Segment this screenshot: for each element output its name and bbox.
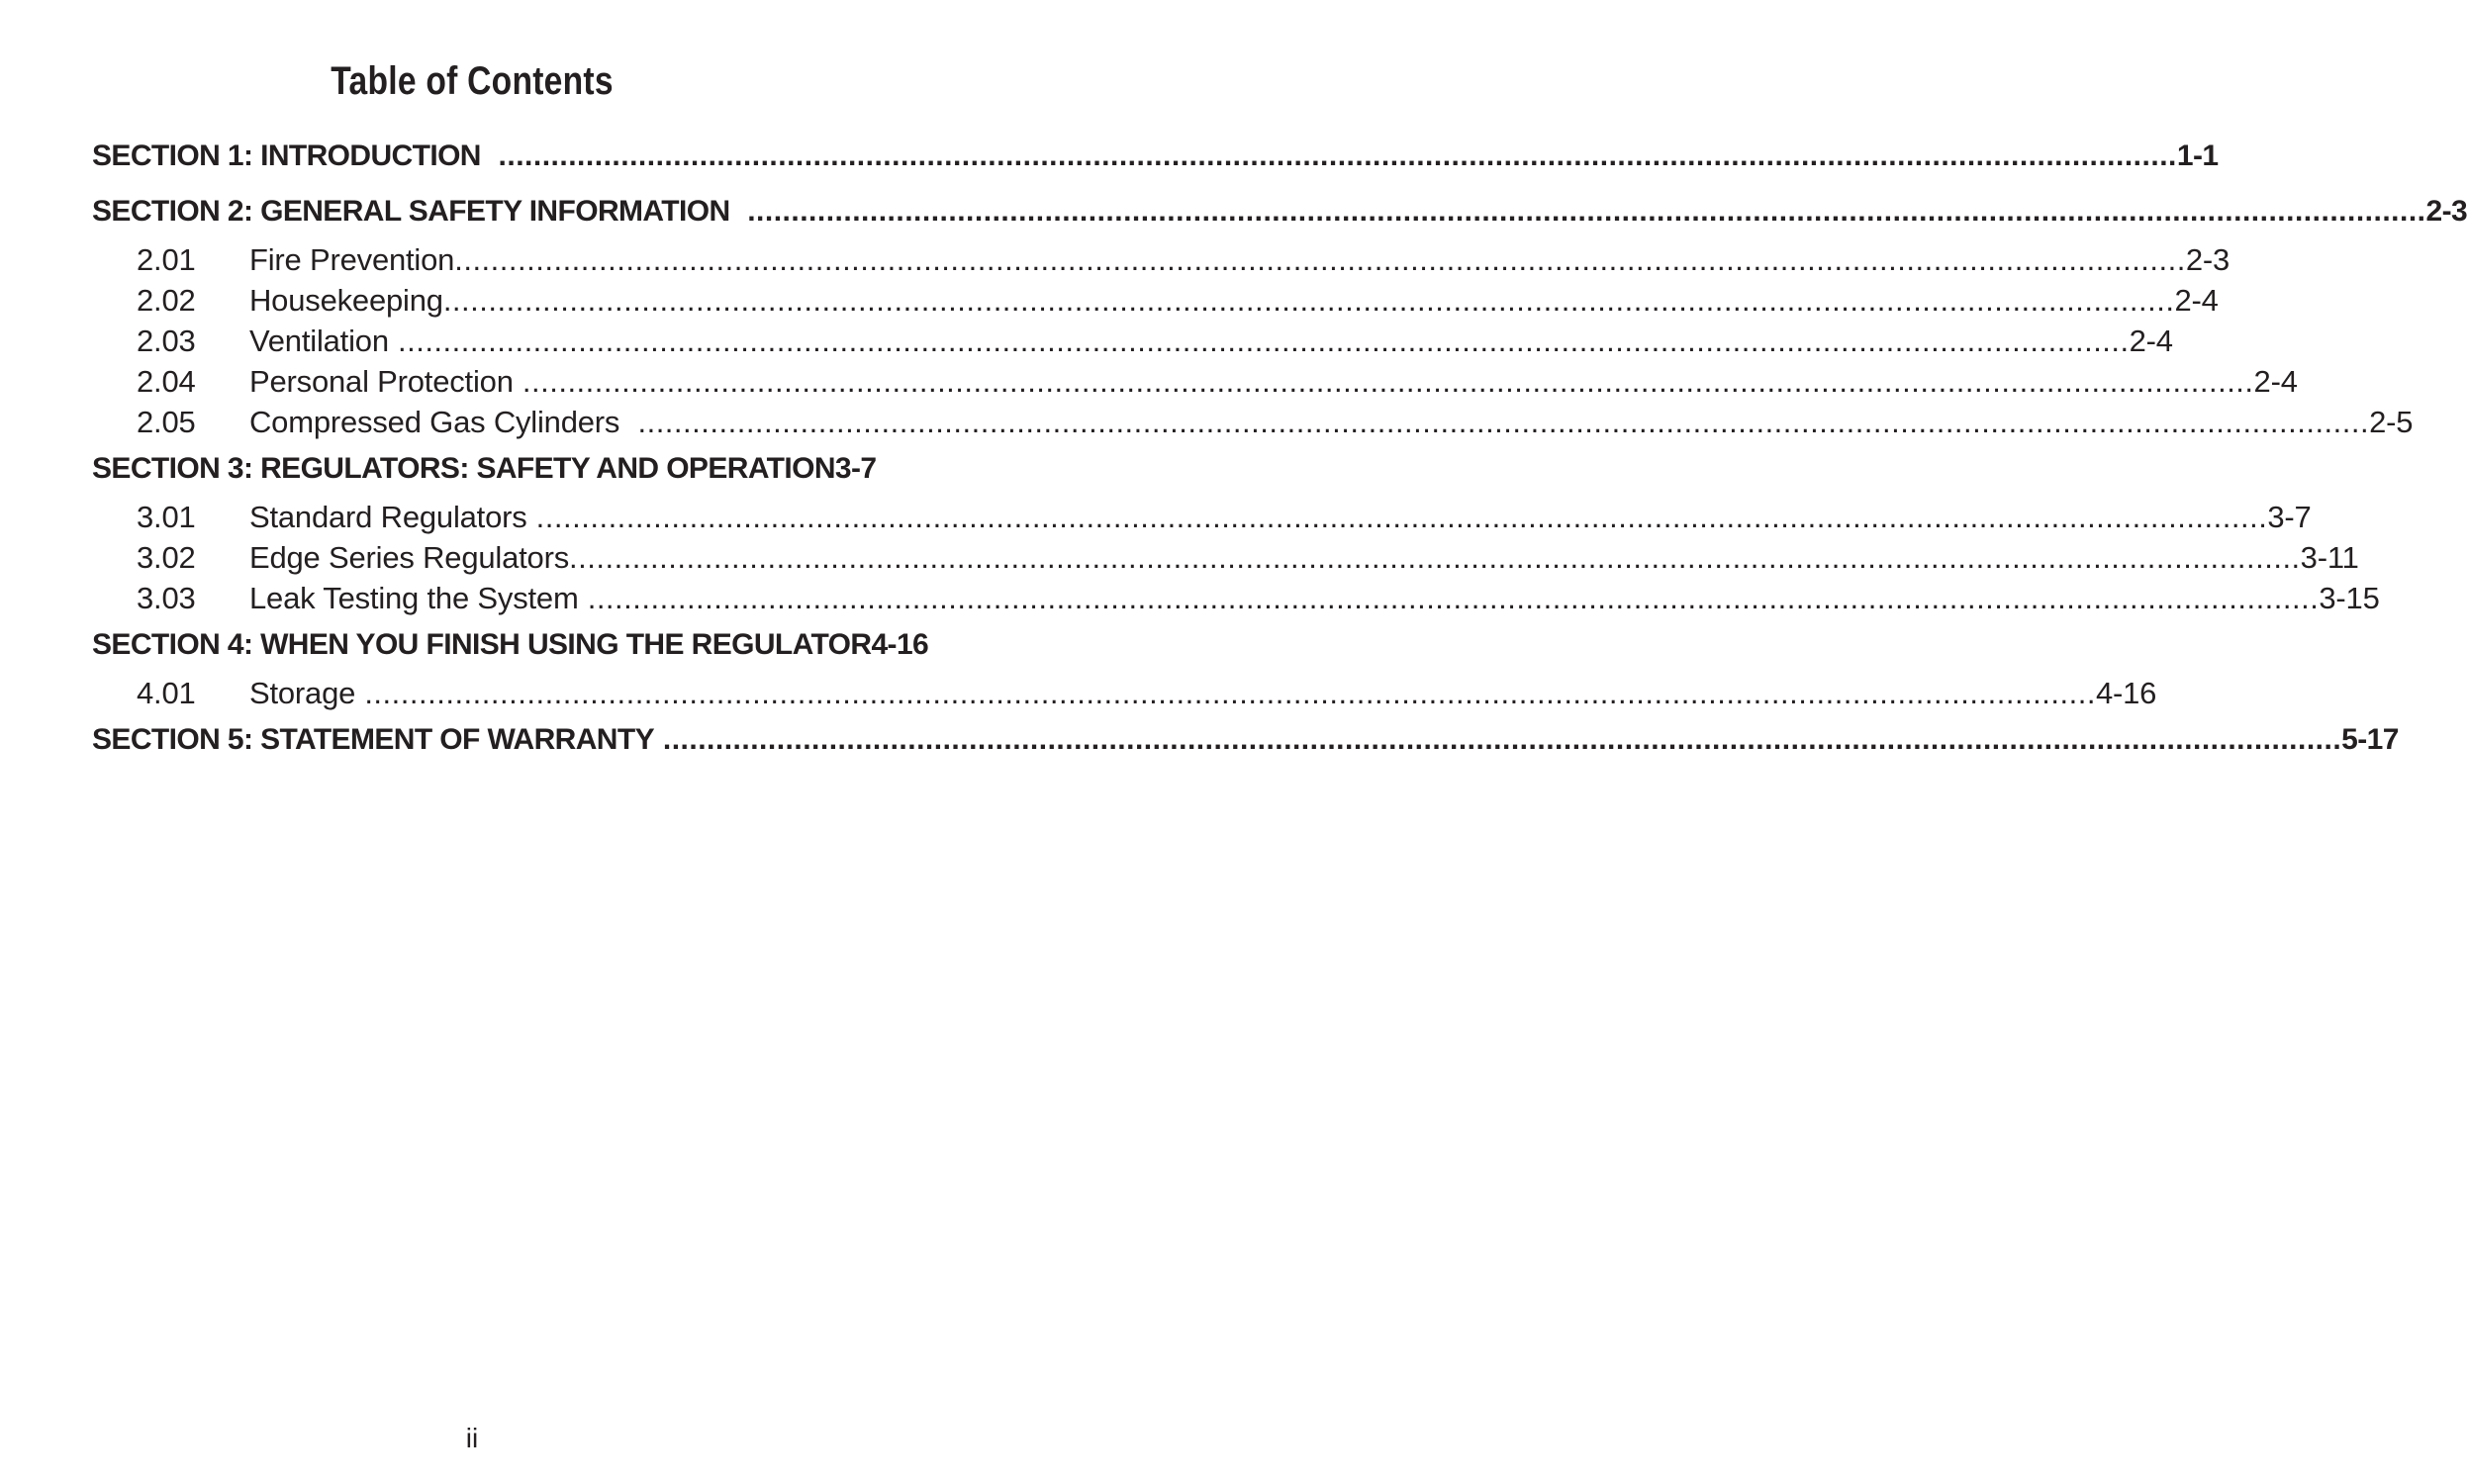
toc-section-3[interactable] (92, 450, 877, 488)
dot-leader (514, 361, 2254, 402)
page-title: Table of Contents (331, 59, 614, 103)
toc-subsection-label: Leak Testing the System (249, 581, 579, 615)
dot-leader (730, 193, 2426, 231)
toc-page-number: 2-4 (2253, 364, 2298, 399)
toc-page-number: 5-17 (2341, 723, 2399, 756)
toc-section-4[interactable] (92, 626, 929, 664)
toc-section-2[interactable] (92, 193, 2467, 231)
toc-section-label: SECTION 3: REGULATORS: SAFETY AND OPERATION (92, 452, 835, 485)
toc-section-label: SECTION 2: GENERAL SAFETY INFORMATION (92, 195, 730, 228)
toc-page-number: 4-16 (2095, 676, 2157, 710)
toc-section-label: SECTION 1: INTRODUCTION (92, 139, 481, 172)
toc-page-number: 3-11 (2300, 540, 2359, 575)
dot-leader (619, 402, 2369, 442)
toc-subsection[interactable] (92, 402, 2414, 442)
toc-page-number: 3-7 (834, 452, 877, 485)
toc-subsection-number: 2.03 (137, 324, 196, 358)
dot-leader (481, 138, 2177, 175)
toc-page-number: 2-3 (2425, 195, 2467, 228)
dot-leader (355, 673, 2096, 713)
toc-subsection-label: Ventilation (249, 324, 389, 358)
toc-subsection-label: Personal Protection (249, 364, 514, 399)
toc-page-number: 2-3 (2185, 242, 2230, 277)
toc-page-number: 2-4 (2174, 283, 2219, 318)
toc-page-number: 1-1 (2176, 139, 2219, 172)
toc-subsection-label: Compressed Gas Cylinders (249, 405, 620, 439)
page-number: ii (465, 1423, 479, 1453)
toc-page-number: 3-7 (2267, 500, 2312, 534)
toc-subsection-number: 4.01 (137, 676, 196, 710)
toc-subsection[interactable] (92, 321, 2173, 361)
toc-subsection[interactable] (92, 497, 2312, 537)
dot-leader (654, 721, 2341, 759)
toc-section-label: SECTION 5: STATEMENT OF WARRANTY (92, 723, 655, 756)
toc-subsection-label: Housekeeping (249, 283, 443, 318)
toc-subsection-number: 2.04 (137, 364, 196, 399)
toc-section-label: SECTION 4: WHEN YOU FINISH USING THE REGULATOR (92, 628, 872, 661)
toc-page-number: 4-16 (871, 628, 929, 661)
toc-subsection-number: 2.05 (137, 405, 196, 439)
toc-subsection[interactable] (92, 239, 2230, 280)
toc-subsection-label: Fire Prevention (249, 242, 455, 277)
dot-leader (454, 239, 2186, 280)
toc-subsection-number: 3.03 (137, 581, 196, 615)
table-of-contents (92, 138, 2467, 759)
toc-subsection[interactable] (92, 673, 2157, 713)
toc-subsection-number: 3.02 (137, 540, 196, 575)
toc-subsection-number: 2.02 (137, 283, 196, 318)
toc-page-number: 3-15 (2319, 581, 2380, 615)
toc-subsection-number: 3.01 (137, 500, 196, 534)
dot-leader (569, 537, 2301, 578)
toc-subsection[interactable] (92, 537, 2359, 578)
toc-subsection-number: 2.01 (137, 242, 196, 277)
toc-subsection[interactable] (92, 578, 2380, 618)
toc-section-1[interactable] (92, 138, 2219, 175)
dot-leader (527, 497, 2268, 537)
dot-leader (579, 578, 2320, 618)
dot-leader (389, 321, 2130, 361)
toc-subsection-label: Storage (249, 676, 356, 710)
toc-subsection-label: Standard Regulators (249, 500, 527, 534)
toc-subsection[interactable] (92, 361, 2298, 402)
toc-subsection[interactable] (92, 280, 2219, 321)
toc-section-5[interactable] (92, 721, 2399, 759)
toc-page-number: 2-5 (2369, 405, 2414, 439)
toc-page-number: 2-4 (2129, 324, 2173, 358)
dot-leader (443, 280, 2175, 321)
toc-subsection-label: Edge Series Regulators (249, 540, 570, 575)
